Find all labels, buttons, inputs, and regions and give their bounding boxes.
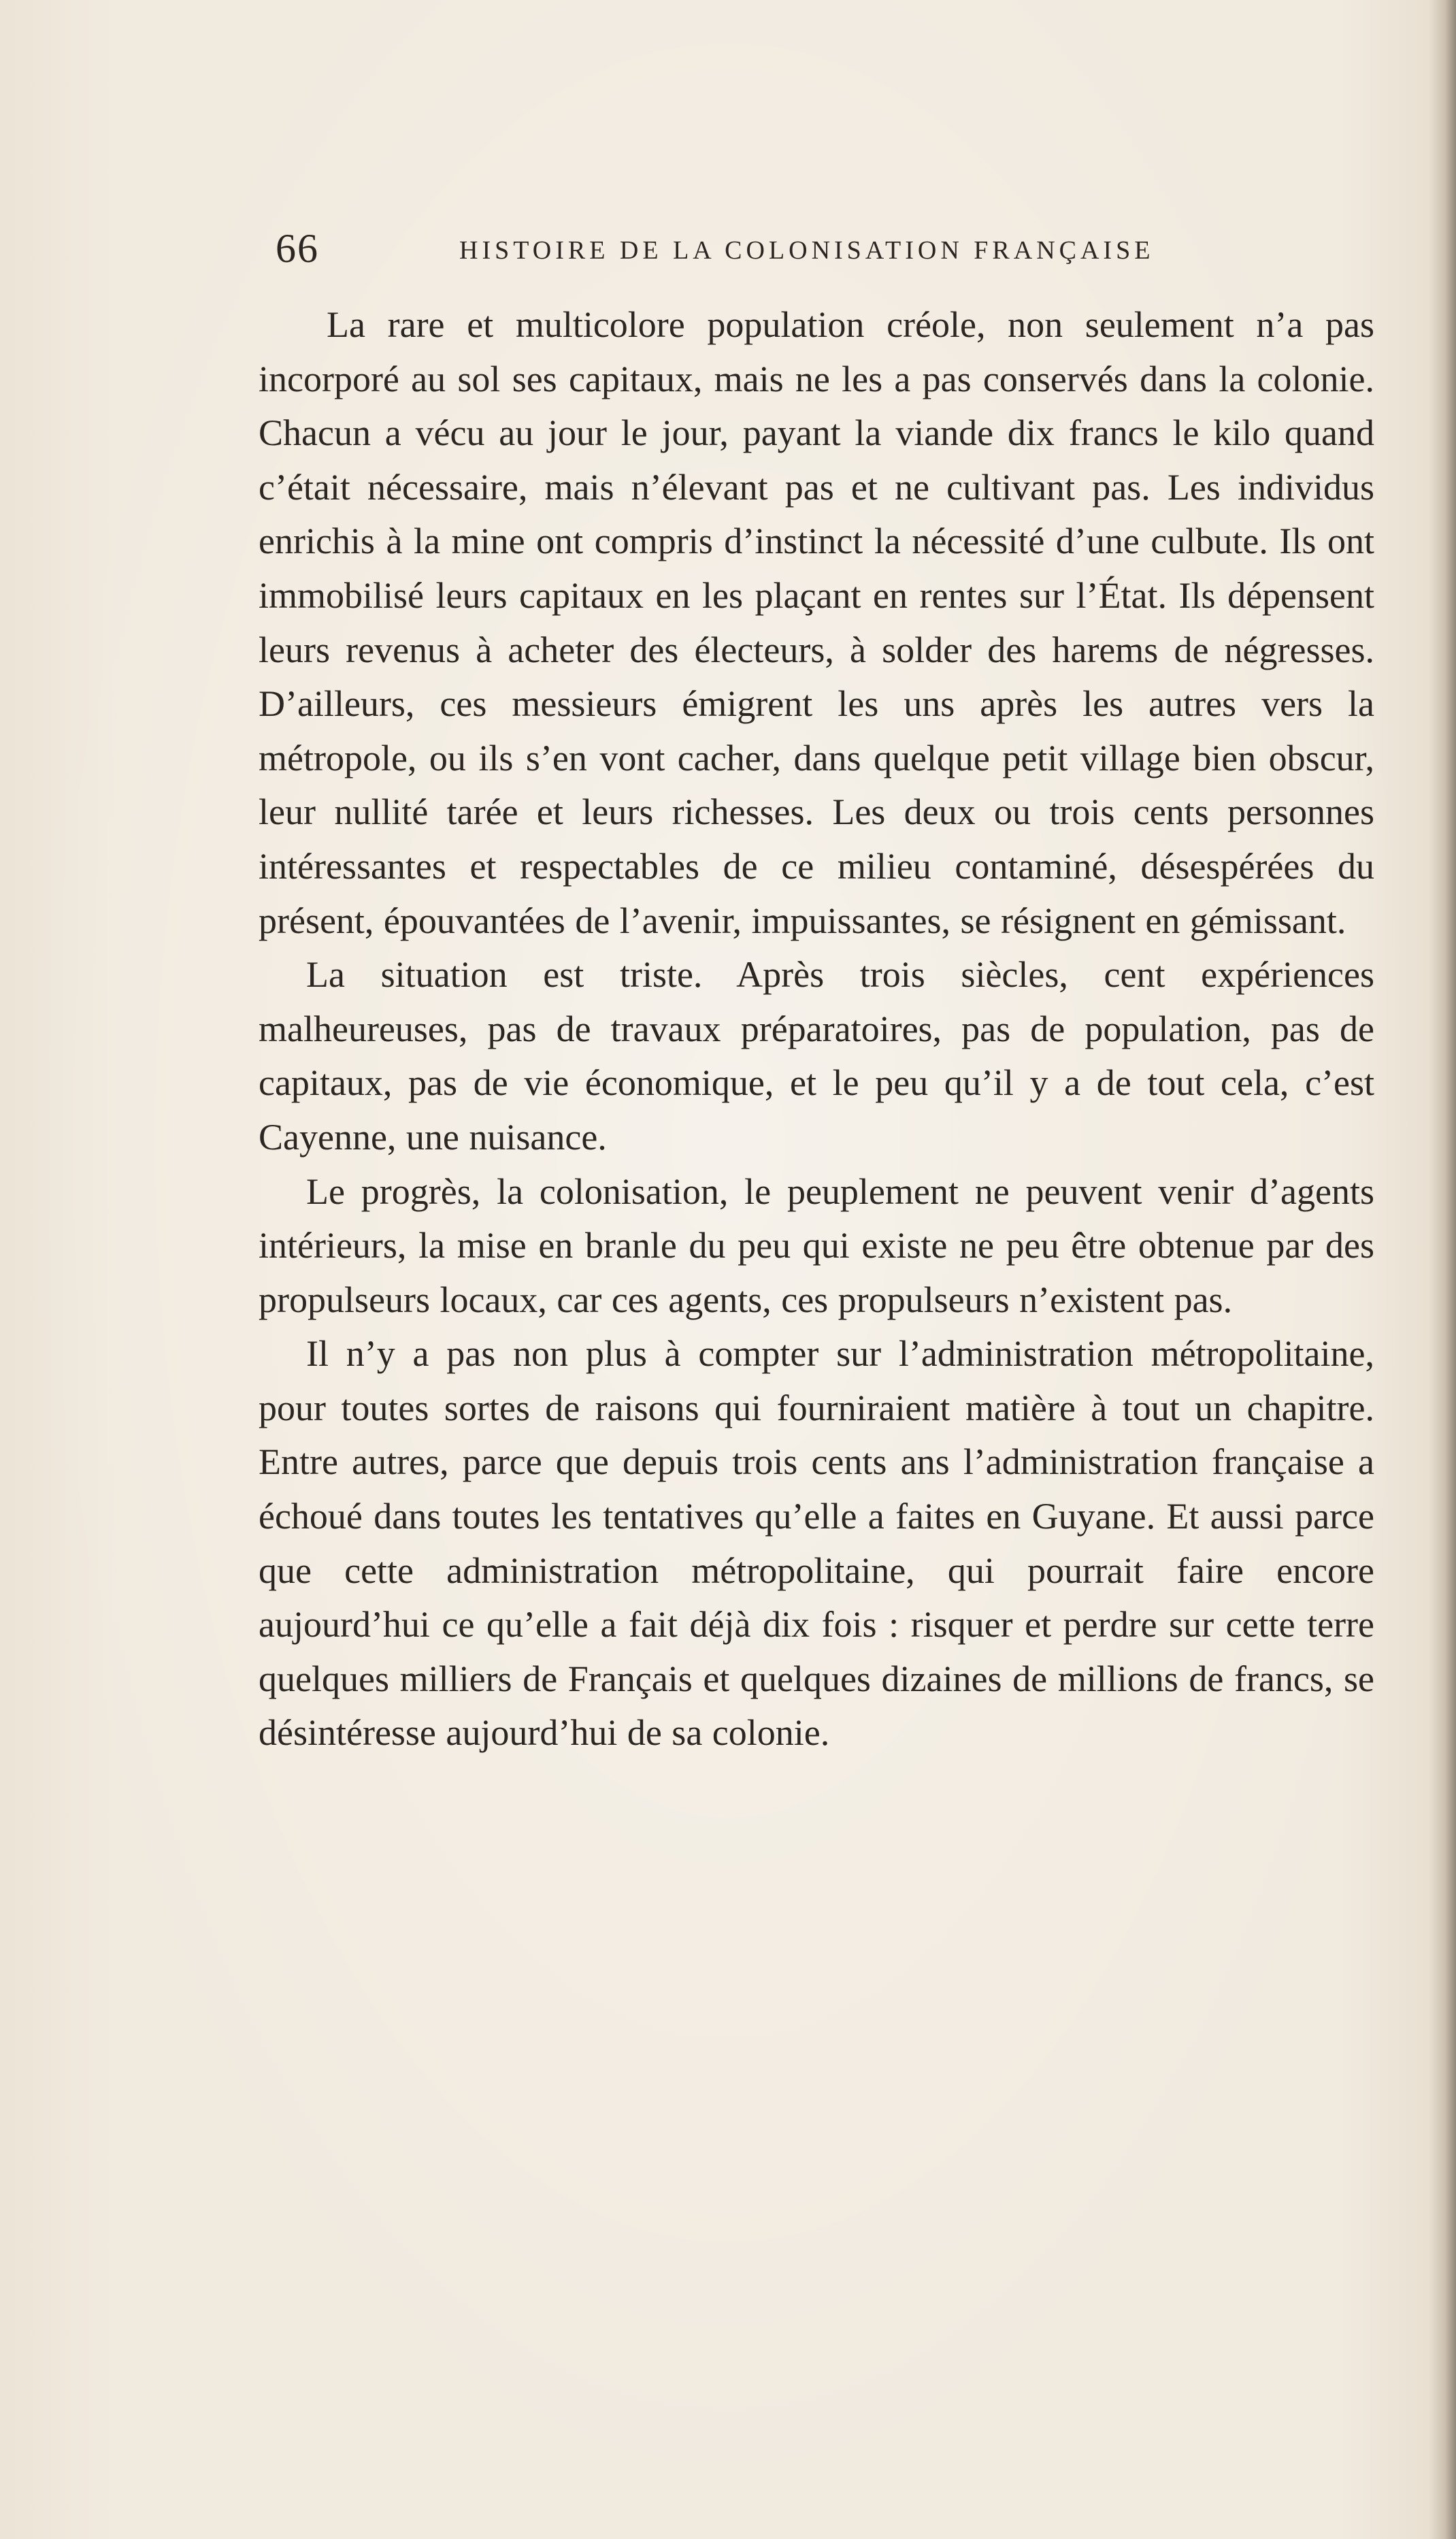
body-text [259, 298, 1374, 1760]
paragraph-4: Il n’y a pas non plus à compter sur l’administration métropolitaine, pour toutes sortes de raisons qui fourniraient matière à tout un chapitre. Entre autres, parce que depuis trois cents ans l’administration française a échoué dans toutes les tentatives qu’elle a faites en Guyane. Et aussi parce que cette administration métropolitaine, qui pourrait faire encore aujourd’hui ce qu’elle a fait déjà dix fois : risquer et perdre sur cette terre quelques milliers de Français et quelques dizaines de millions de francs, se désintéresse aujourd’hui de sa colonie. [259, 1333, 1374, 1754]
page-edge-shadow [1429, 0, 1456, 2539]
running-title: HISTOIRE DE LA COLONISATION FRANÇAISE [459, 236, 1155, 265]
running-header [276, 225, 1221, 272]
paragraph-3: Le progrès, la colonisation, le peuplement ne peuvent venir d’agents intérieurs, la mise en branle du peu qui existe ne peu être obtenue par des propulseurs locaux, car ces agents, ces propulseurs n’existent pas. [259, 1170, 1374, 1320]
paragraph-2: La situation est triste. Après trois siècles, cent expériences malheureuses, pas de travaux préparatoires, pas de population, pas de capitaux, pas de vie économique, et le peu qu’il y a de tout cela, c’est Cayenne, une nuisance. [259, 954, 1374, 1158]
paragraph-1: La rare et multicolore population créole, non seulement n’a pas incorporé au sol ses capitaux, mais ne les a pas conservés dans la colonie. Chacun a vécu au jour le jour, payant la viande dix francs le kilo quand c’était nécessaire, mais n’élevant pas et ne cultivant pas. Les individus enrichis à la mine ont compris d’instinct la nécessité d’une culbute. Ils ont immobilisé leurs capitaux en les plaçant en rentes sur l’État. Ils dépensent leurs revenus à acheter des électeurs, à solder des harems de négresses. D’ailleurs, ces messieurs émigrent les uns après les autres vers la métropole, ou ils s’en vont cacher, dans quelque petit village bien obscur, leur nullité tarée et leurs richesses. Les deux ou trois cents personnes intéressantes et respectables de ce milieu contaminé, désespérées du présent, épouvantées de l’avenir, impuissantes, se résignent en gémissant. [259, 304, 1374, 941]
page-number: 66 [276, 226, 319, 271]
